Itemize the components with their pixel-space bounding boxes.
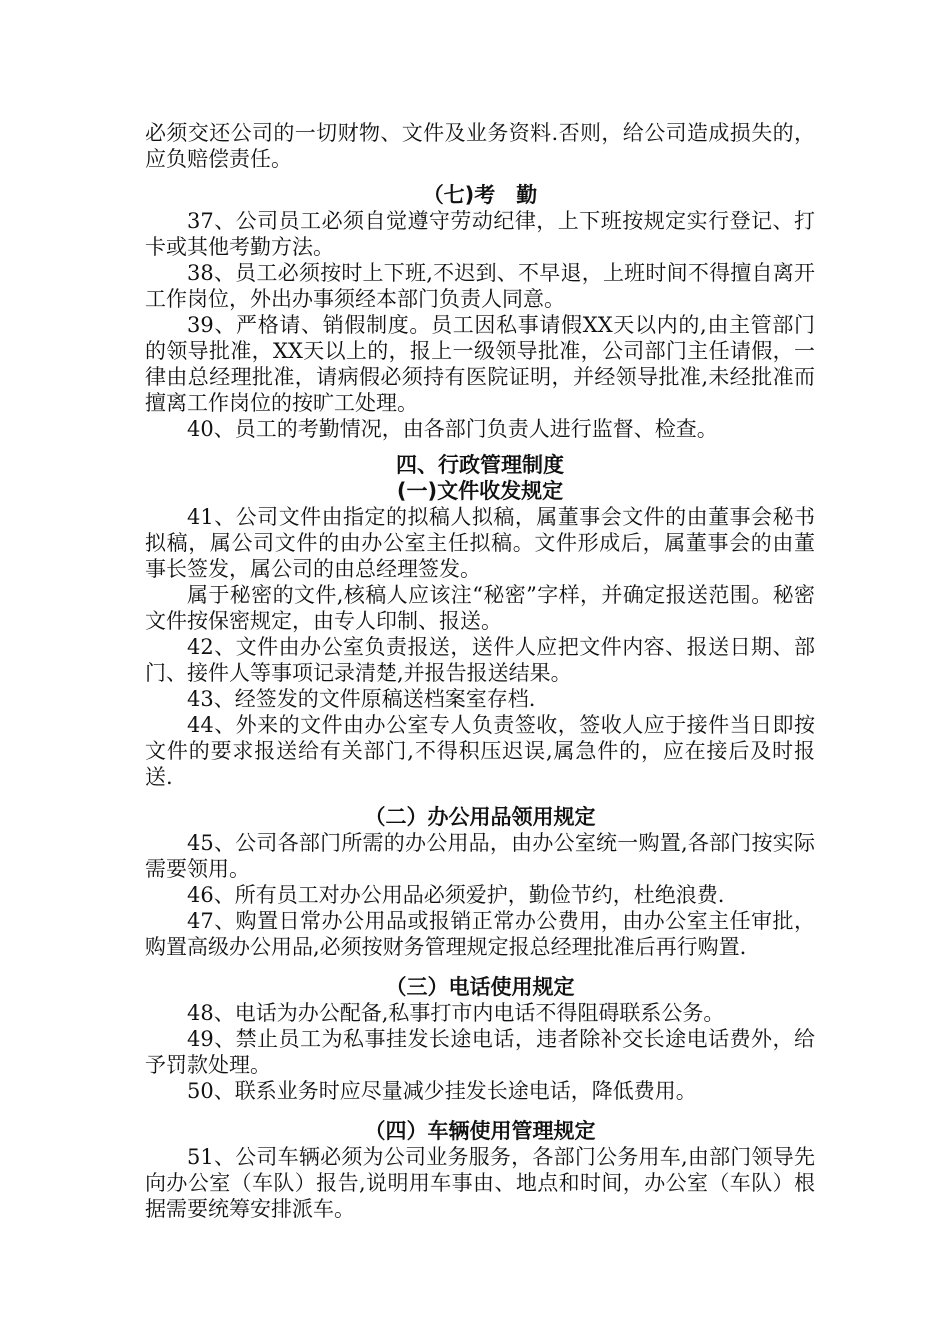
section-heading-office-supplies: （二）办公用品领用规定 (364, 805, 596, 829)
clause-48: 48、电话为办公配备,私事打市内电话不得阻碍联系公务。 (187, 1001, 725, 1025)
section-heading-documents: (一)文件收发规定 (396, 479, 564, 503)
clause-41-secret: 属于秘密的文件,核稿人应该注“秘密”字样，并确定报送范围。秘密文件按保密规定，由专人印制、报送。 (145, 583, 815, 633)
clause-49: 49、禁止员工为私事挂发长途电话，违者除补交长途电话费外，给予罚款处理。 (145, 1027, 815, 1077)
clause-51: 51、公司车辆必须为公司业务服务，各部门公务用车,由部门领导先向办公室（车队）报告,说明用车事由、地点和时间，办公室（车队）根据需要统筹安排派车。 (145, 1145, 815, 1221)
clause-44: 44、外来的文件由办公室专人负责签收，签收人应于接件当日即按文件的要求报送给有关部门,不得积压迟误,属急件的，应在接后及时报送. (145, 713, 815, 789)
section-heading-vehicles: （四）车辆使用管理规定 (364, 1119, 596, 1143)
clause-43: 43、经签发的文件原稿送档案室存档. (187, 687, 536, 711)
clause-37: 37、公司员工必须自觉遵守劳动纪律，上下班按规定实行登记、打卡或其他考勤方法。 (145, 209, 815, 259)
clause-40: 40、员工的考勤情况，由各部门负责人进行监督、检查。 (187, 417, 718, 441)
clause-38: 38、员工必须按时上下班,不迟到、不早退，上班时间不得擅自离开工作岗位，外出办事须经本部门负责人同意。 (145, 261, 815, 311)
clause-45: 45、公司各部门所需的办公用品，由办公室统一购置,各部门按实际需要领用。 (145, 831, 815, 881)
chapter-heading-admin: 四、行政管理制度 (396, 453, 564, 477)
section-heading-telephone: （三）电话使用规定 (385, 975, 575, 999)
clause-50: 50、联系业务时应尽量减少挂发长途电话，降低费用。 (187, 1079, 697, 1103)
clause-46: 46、所有员工对办公用品必须爱护，勤俭节约，杜绝浪费. (187, 883, 725, 907)
clause-41: 41、公司文件由指定的拟稿人拟稿，属董事会文件的由董事会秘书拟稿，属公司文件的由办公室主任拟稿。文件形成后，属董事会的由董事长签发，属公司的由总经理签发。 (145, 505, 815, 581)
clause-39: 39、严格请、销假制度。员工因私事请假XX天以内的,由主管部门的领导批准，XX天以上的，报上一级领导批准，公司部门主任请假，一律由总经理批准，请病假必须持有医院证明，并经领导批准,未经批准而擅离工作岗位的按旷工处理。 (145, 313, 815, 415)
clause-47: 47、购置日常办公用品或报销正常办公费用，由办公室主任审批，购置高级办公用品,必须按财务管理规定报总经理批准后再行购置. (145, 909, 815, 959)
document-page (145, 120, 815, 1222)
section-heading-attendance: （七)考 勤 (422, 183, 538, 207)
clause-42: 42、文件由办公室负责报送，送件人应把文件内容、报送日期、部门、接件人等事项记录清楚,并报告报送结果。 (145, 635, 815, 685)
continuation-paragraph: 必须交还公司的一切财物、文件及业务资料.否则，给公司造成损失的，应负赔偿责任。 (145, 121, 815, 171)
